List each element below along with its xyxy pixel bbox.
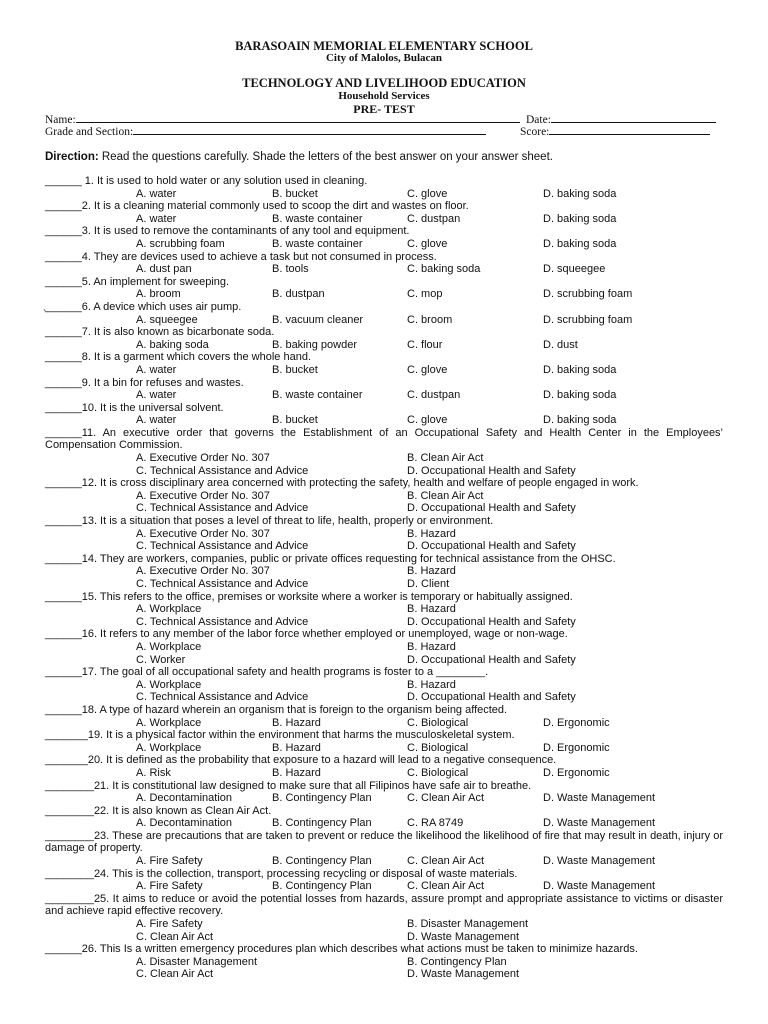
- question-item: [45, 351, 723, 376]
- answer-option: C. glove: [407, 414, 448, 427]
- answer-option: B. Hazard: [407, 640, 456, 653]
- options-row: [45, 931, 723, 944]
- options-row: [45, 490, 723, 503]
- answer-option: D. baking soda: [543, 363, 617, 376]
- question-item: [45, 175, 723, 200]
- name-line: [76, 113, 520, 123]
- options-row: [45, 263, 723, 276]
- answer-option: B. waste container: [272, 389, 363, 402]
- options-row: [45, 414, 723, 427]
- question-stem: ______ 1. It is used to hold water or any solution used in cleaning.: [45, 175, 368, 187]
- options-row: [45, 465, 723, 478]
- answer-option: B. Hazard: [272, 716, 321, 729]
- answer-option: D. Occupational Health and Safety: [407, 691, 576, 704]
- question-item: [45, 666, 723, 704]
- answer-option: D. baking soda: [543, 414, 617, 427]
- answer-option: B. Hazard: [407, 603, 456, 616]
- answer-option: D. Occupational Health and Safety: [407, 540, 576, 553]
- answer-option: D. Occupational Health and Safety: [407, 615, 576, 628]
- answer-option: A. water: [136, 363, 177, 376]
- question-stem: ______9. It a bin for refuses and wastes.: [45, 376, 244, 389]
- date-line: [551, 113, 716, 123]
- answer-option: A. water: [136, 414, 177, 427]
- question-item: [45, 515, 723, 553]
- answer-option: D. Waste Management: [543, 880, 656, 893]
- options-row: [45, 654, 723, 667]
- answer-option: D. Waste Management: [543, 855, 656, 868]
- question-item: [45, 868, 723, 893]
- question-item: [45, 729, 723, 754]
- date-label: Date:: [526, 114, 551, 126]
- answer-option: B. waste container: [272, 237, 363, 250]
- answer-option: C. baking soda: [407, 263, 481, 276]
- answer-option: C. Biological: [407, 766, 469, 779]
- question-item: [45, 427, 723, 477]
- answer-option: B. bucket: [272, 414, 318, 427]
- options-row: [45, 742, 723, 755]
- options-row: [45, 691, 723, 704]
- answer-option: C. flour: [407, 338, 443, 351]
- answer-option: C. Clean Air Act: [407, 855, 485, 868]
- answer-option: B. Hazard: [272, 741, 321, 754]
- answer-option: B. Disaster Management: [407, 918, 529, 931]
- answer-option: B. Clean Air Act: [407, 452, 484, 465]
- question-stem: ______17. The goal of all occupational safety and health programs is foster to a ________.: [45, 666, 489, 679]
- question-stem: ______13. It is a situation that poses a level of threat to life, health, properly or environment.: [45, 515, 494, 528]
- subject-title: TECHNOLOGY AND LIVELIHOOD EDUCATION: [242, 76, 526, 90]
- stray-mark: `: [43, 309, 47, 320]
- answer-option: C. Biological: [407, 716, 469, 729]
- answer-option: C. dustpan: [407, 212, 461, 225]
- answer-option: B. dustpan: [272, 288, 325, 301]
- answer-option: D. Waste Management: [543, 792, 656, 805]
- answer-option: D. Client: [407, 578, 450, 590]
- question-stem: ________21. It is constitutional law designed to make sure that all Filipinos have safe air to breathe.: [45, 779, 532, 792]
- answer-option: B. Contingency Plan: [272, 792, 372, 805]
- answer-option: D. Occupational Health and Safety: [407, 464, 576, 477]
- answer-option: B. Hazard: [407, 527, 456, 540]
- question-item: [45, 477, 723, 515]
- answer-option: C. Clean Air Act: [407, 880, 485, 893]
- options-row: [45, 288, 723, 301]
- answer-option: B. vacuum cleaner: [272, 313, 364, 326]
- answer-option: C. Clean Air Act: [136, 968, 214, 981]
- answer-option: C. RA 8749: [407, 817, 464, 830]
- question-item: [45, 326, 723, 351]
- answer-option: C. Technical Assistance and Advice: [136, 464, 309, 477]
- answer-option: B. Clean Air Act: [407, 489, 484, 502]
- question-stem: ______8. It is a garment which covers the whole hand.: [45, 351, 311, 364]
- answer-option: B. Hazard: [272, 766, 321, 779]
- question-stem: _______19. It is a physical factor within the environment that harms the musculoskeletal system.: [45, 729, 515, 742]
- answer-option: B. Hazard: [407, 565, 456, 578]
- question-item: [45, 377, 723, 402]
- answer-option: A. Fire Safety: [136, 880, 203, 893]
- answer-option: A. Workplace: [136, 716, 202, 729]
- answer-option: A. Executive Order No. 307: [136, 452, 270, 465]
- answer-option: C. Technical Assistance and Advice: [136, 691, 309, 704]
- answer-option: A. water: [136, 187, 177, 200]
- answer-option: B. Contingency Plan: [272, 880, 372, 893]
- question-item: [45, 830, 723, 868]
- options-row: [45, 339, 723, 352]
- question-item: [45, 225, 723, 250]
- question-item: [45, 251, 723, 276]
- answer-option: D. Occupational Health and Safety: [407, 502, 576, 515]
- answer-option: C. glove: [407, 363, 448, 376]
- question-stem: ______12. It is cross disciplinary area concerned with protecting the safety, health and welfare of people engaged in work.: [45, 477, 639, 490]
- question-stem: ________22. It is also known as Clean Air Act.: [45, 804, 272, 817]
- options-row: [45, 540, 723, 553]
- answer-option: B. bucket: [272, 363, 318, 376]
- answer-option: D. Ergonomic: [543, 716, 610, 729]
- answer-option: A. scrubbing foam: [136, 237, 225, 250]
- answer-option: C. Clean Air Act: [136, 930, 214, 943]
- question-item: [45, 780, 723, 805]
- answer-option: B. waste container: [272, 212, 363, 225]
- answer-option: A. Risk: [136, 766, 171, 779]
- question-stem: ______2. It is a cleaning material commonly used to scoop the dirt and wastes on floor.: [45, 200, 469, 213]
- options-row: [45, 389, 723, 402]
- question-item: [45, 200, 723, 225]
- options-row: [45, 213, 723, 226]
- question-stem: _______20. It is defined as the probability that exposure to a hazard will lead to a negative consequence.: [45, 754, 557, 767]
- answer-option: D. baking soda: [543, 237, 617, 250]
- answer-option: C. mop: [407, 288, 443, 301]
- answer-option: C. Technical Assistance and Advice: [136, 615, 309, 628]
- answer-option: C. Clean Air Act: [407, 792, 485, 805]
- options-row: [45, 238, 723, 251]
- score-line: [549, 125, 710, 135]
- options-row: [45, 641, 723, 654]
- answer-option: D. Waste Management: [543, 817, 656, 830]
- question-stem: ________24. This is the collection, transport, processing recycling or disposal of waste materials.: [45, 867, 518, 880]
- options-row: [45, 452, 723, 465]
- options-row: [45, 578, 723, 591]
- score-label: Score:: [520, 126, 550, 138]
- answer-option: D. squeegee: [543, 263, 606, 276]
- answer-option: A. water: [136, 212, 177, 225]
- options-row: [45, 679, 723, 692]
- answer-option: D. Ergonomic: [543, 766, 610, 779]
- answer-option: D. Ergonomic: [543, 741, 610, 754]
- answer-option: C. Biological: [407, 741, 469, 754]
- options-row: [45, 502, 723, 515]
- answer-option: C. Technical Assistance and Advice: [136, 578, 309, 590]
- answer-option: A. Fire Safety: [136, 918, 203, 931]
- options-row: [45, 767, 723, 780]
- options-row: [45, 565, 723, 578]
- answer-option: A. Fire Safety: [136, 855, 203, 868]
- question-item: [45, 628, 723, 666]
- answer-option: D. baking soda: [543, 212, 617, 225]
- question-stem: ______6. A device which uses air pump.: [45, 300, 242, 313]
- answer-option: D. baking soda: [543, 187, 617, 200]
- answer-option: A. Executive Order No. 307: [136, 565, 270, 578]
- answer-option: A. Decontamination: [136, 792, 232, 805]
- answer-option: B. Contingency Plan: [272, 817, 372, 830]
- options-row: [45, 855, 723, 868]
- answer-option: A. Workplace: [136, 640, 202, 653]
- answer-option: A. Executive Order No. 307: [136, 527, 270, 540]
- school-city: City of Malolos, Bulacan: [325, 52, 443, 64]
- answer-option: B. tools: [272, 263, 309, 276]
- question-item: [45, 943, 723, 981]
- answer-option: B. Contingency Plan: [272, 855, 372, 868]
- question-item: [45, 301, 723, 326]
- question-stem: ________25. It aims to reduce or avoid the potential losses from hazards, assure prompt and appropriate assistance to victims or disaster and achieve rapid effective recovery.: [45, 892, 723, 918]
- answer-option: D. Waste Management: [407, 968, 520, 981]
- question-stem: ______14. They are workers, companies, public or private offices requesting for technical assistance from the OHSC.: [45, 552, 616, 565]
- topic-title: Household Services: [338, 90, 430, 102]
- answer-option: C. Worker: [136, 653, 186, 666]
- direction-text: Read the questions carefully. Shade the letters of the best answer on your answer sheet.: [98, 151, 553, 163]
- answer-option: B. Hazard: [407, 678, 456, 691]
- question-stem: ________23. These are precautions that are taken to prevent or reduce the likelihood the likelihood of fire that may result in death, injury or damage of property.: [45, 829, 723, 855]
- answer-option: A. Executive Order No. 307: [136, 489, 270, 502]
- question-item: [45, 704, 723, 729]
- answer-option: C. dustpan: [407, 389, 461, 402]
- question-stem: ______3. It is used to remove the contaminants of any tool and equipment.: [45, 225, 410, 238]
- answer-option: C. glove: [407, 187, 448, 200]
- answer-option: A. dust pan: [136, 263, 192, 276]
- question-stem: ______7. It is also known as bicarbonate soda.: [45, 326, 275, 339]
- options-row: [45, 364, 723, 377]
- options-row: [45, 968, 723, 981]
- question-stem: ______18. A type of hazard wherein an organism that is foreign to the organism being affected.: [45, 703, 508, 716]
- answer-option: A. water: [136, 389, 177, 402]
- answer-option: A. baking soda: [136, 338, 209, 351]
- options-row: [45, 528, 723, 541]
- question-stem: ______10. It is the universal solvent.: [45, 401, 224, 414]
- answer-option: C. Technical Assistance and Advice: [136, 540, 309, 553]
- question-stem: ______11. An executive order that governs the Establishment of an Occupational Safety and Health Center in the Employees’ Compensation Commission.: [45, 426, 723, 452]
- name-label: Name:: [45, 114, 76, 126]
- question-stem: ______16. It refers to any member of the labor force whether employed or unemployed, wage or non-wage.: [45, 628, 568, 641]
- question-stem: ______4. They are devices used to achieve a task but not consumed in process.: [45, 250, 437, 263]
- answer-option: D. Occupational Health and Safety: [407, 653, 576, 666]
- direction: [45, 151, 745, 163]
- answer-option: D. dust: [543, 338, 578, 351]
- options-row: [45, 817, 723, 830]
- options-row: [45, 314, 723, 327]
- question-item: [45, 553, 723, 591]
- options-row: [45, 918, 723, 931]
- options-row: [45, 717, 723, 730]
- question-item: [45, 402, 723, 427]
- options-row: [45, 792, 723, 805]
- score-field: [520, 125, 710, 138]
- answer-option: D. scrubbing foam: [543, 288, 633, 301]
- options-row: [45, 880, 723, 893]
- grade-line: [133, 125, 486, 135]
- answer-option: A. Workplace: [136, 741, 202, 754]
- answer-option: C. Technical Assistance and Advice: [136, 502, 309, 515]
- test-title: PRE- TEST: [353, 102, 415, 116]
- grade-field: [45, 125, 486, 138]
- answer-option: A. Workplace: [136, 678, 202, 691]
- question-stem: ______26. This Is a written emergency procedures plan which describes what actions must be taken to minimize hazards.: [45, 943, 638, 956]
- answer-option: C. broom: [407, 313, 453, 326]
- direction-label: Direction:: [45, 151, 99, 163]
- answer-option: B. Contingency Plan: [407, 955, 507, 968]
- question-item: [45, 276, 723, 301]
- answer-option: A. Disaster Management: [136, 955, 258, 968]
- answer-option: A. squeegee: [136, 313, 198, 326]
- options-row: [45, 956, 723, 969]
- options-row: [45, 616, 723, 629]
- question-item: [45, 805, 723, 830]
- answer-option: B. baking powder: [272, 338, 357, 351]
- answer-option: D. baking soda: [543, 389, 617, 402]
- answer-option: A. broom: [136, 288, 181, 301]
- question-item: [45, 591, 723, 629]
- answer-option: C. glove: [407, 237, 448, 250]
- grade-label: Grade and Section:: [45, 126, 134, 138]
- answer-option: A. Decontamination: [136, 817, 232, 830]
- school-name: BARASOAIN MEMORIAL ELEMENTARY SCHOOL: [235, 39, 533, 53]
- question-item: [45, 754, 723, 779]
- question-item: [45, 893, 723, 943]
- question-stem: ______5. An implement for sweeping.: [45, 275, 230, 288]
- answer-option: B. bucket: [272, 187, 318, 200]
- options-row: [45, 603, 723, 616]
- answer-option: A. Workplace: [136, 603, 202, 616]
- question-stem: ______15. This refers to the office, premises or worksite where a worker is temporary or habitually assigned.: [45, 590, 573, 603]
- answer-option: D. Waste Management: [407, 930, 520, 943]
- question-list: [45, 175, 723, 981]
- answer-option: D. scrubbing foam: [543, 313, 633, 326]
- options-row: [45, 188, 723, 201]
